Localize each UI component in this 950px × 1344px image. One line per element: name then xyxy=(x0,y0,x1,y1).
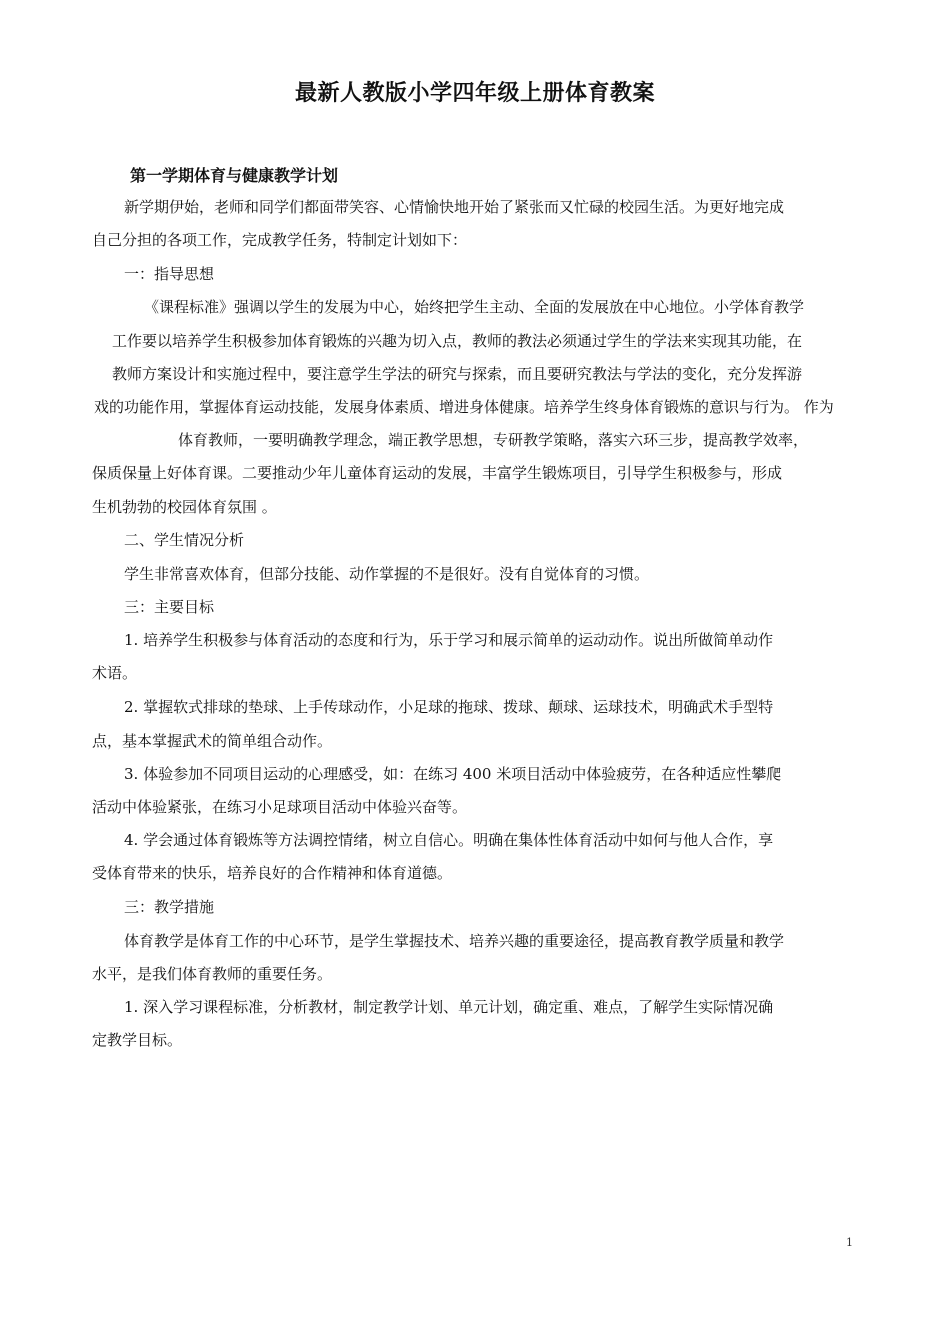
list-item-line: 定教学目标。 xyxy=(92,1031,183,1049)
paragraph-line: 保质保量上好体育课。二要推动少年儿童体育运动的发展，丰富学生锻炼项目，引导学生积极参与，形成 xyxy=(92,464,783,482)
list-item-line: 活动中体验紧张，在练习小足球项目活动中体验兴奋等。 xyxy=(92,798,468,816)
list-item-line: 2. 掌握软式排球的垫球、上手传球动作，小足球的拖球、拨球、颠球、运球技术，明确武术手型特 xyxy=(124,698,774,716)
list-item-line: 3. 体验参加不同项目运动的心理感受，如：在练习 400 米项目活动中体验疲劳，在各种适应性攀爬 xyxy=(124,765,782,783)
paragraph-line: 新学期伊始，老师和同学们都面带笑容、心情愉快地开始了紧张而又忙碌的校园生活。为更好地完成 xyxy=(124,198,785,216)
paragraph-line: 《课程标准》强调以学生的发展为中心，始终把学生主动、全面的发展放在中心地位。小学体育教学 xyxy=(144,298,805,316)
paragraph-line: 教师方案设计和实施过程中，要注意学生学法的研究与探索，而且要研究教法与学法的变化，充分发挥游 xyxy=(112,365,803,383)
paragraph-line: 体育教学是体育工作的中心环节，是学生掌握技术、培养兴趣的重要途径，提高教育教学质量和教学 xyxy=(124,932,785,950)
list-item-line: 1. 深入学习课程标准，分析教材，制定教学计划、单元计划，确定重、难点，了解学生实际情况确 xyxy=(124,998,774,1016)
section-label: 一：指导思想 xyxy=(124,265,215,283)
list-item-line: 受体育带来的快乐，培养良好的合作精神和体育道德。 xyxy=(92,864,453,882)
list-item-line: 点，基本掌握武术的简单组合动作。 xyxy=(92,732,333,750)
section-heading: 第一学期体育与健康教学计划 xyxy=(130,166,339,185)
paragraph-line: 学生非常喜欢体育，但部分技能、动作掌握的不是很好。没有自觉体育的习惯。 xyxy=(124,565,650,583)
page-number: 1 xyxy=(846,1236,853,1249)
paragraph-line: 生机勃勃的校园体育氛围 。 xyxy=(92,498,277,516)
list-item-line: 术语。 xyxy=(92,664,138,682)
section-label: 三：教学措施 xyxy=(124,898,215,916)
paragraph-line: 自己分担的各项工作，完成教学任务，特制定计划如下： xyxy=(92,231,468,249)
paragraph-line: 戏的功能作用，掌握体育运动技能，发展身体素质、增进身体健康。培养学生终身体育锻炼的意识与行为。 作为 xyxy=(94,398,834,416)
list-item-line: 4. 学会通过体育锻炼等方法调控情绪，树立自信心。明确在集体性体育活动中如何与他人合作，享 xyxy=(124,831,774,849)
section-label: 三：主要目标 xyxy=(124,598,215,616)
list-item-line: 1. 培养学生积极参与体育活动的态度和行为，乐于学习和展示简单的运动动作。说出所做简单动作 xyxy=(124,631,774,649)
paragraph-line: 工作要以培养学生积极参加体育锻炼的兴趣为切入点，教师的教法必须通过学生的学法来实现其功能，在 xyxy=(112,332,803,350)
section-label: 二、学生情况分析 xyxy=(124,531,245,549)
paragraph-line: 体育教师，一要明确教学理念，端正教学思想，专研教学策略，落实六环三步，提高教学效率， xyxy=(178,431,809,449)
paragraph-line: 水平，是我们体育教师的重要任务。 xyxy=(92,965,333,983)
document-title: 最新人教版小学四年级上册体育教案 xyxy=(294,81,655,106)
